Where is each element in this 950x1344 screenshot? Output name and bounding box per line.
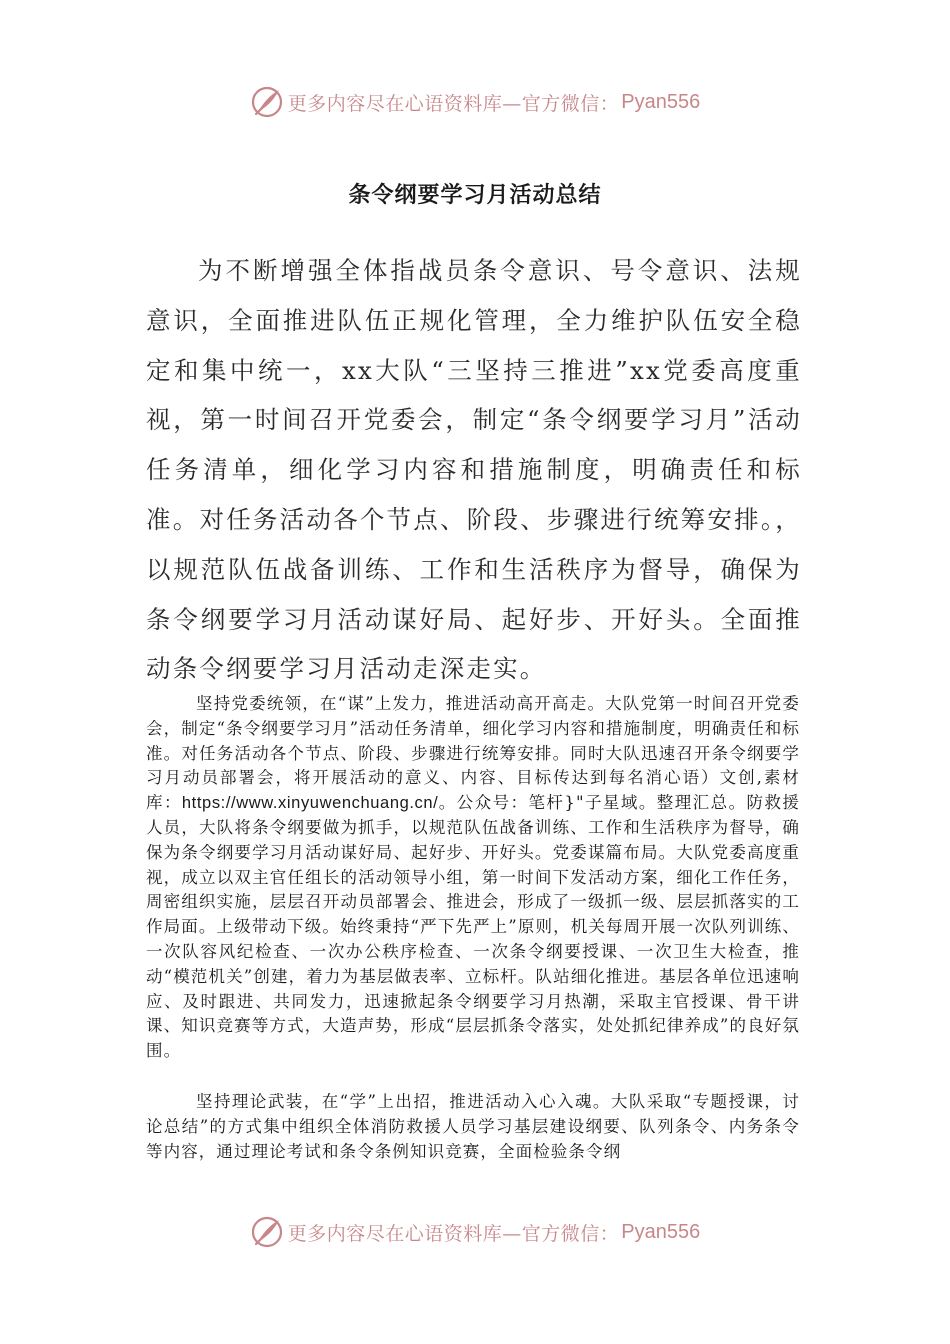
body-paragraph-1: [146, 692, 800, 1064]
quill-logo-icon: [250, 85, 284, 119]
paragraph-1-text-b: 。公众号：笔杆}"子星域。整理汇总。防救援人员，大队将条令纲要做为抓手，以规范队伍战备训练、工作和生活秩序为督导，确保为条令纲要学习月活动谋好局、起好步、开好头。党委谋篇布局。大队党委高度重视，成立以双主官任组长的活动领导小组，第一时间下发活动方案，细化工作任务，周密组织实施，层层召开动员部署会、推进会，形成了一级抓一级、层层抓落实的工作局面。上级带动下级。始终秉持“严下先严上”原则，机关每周开展一次队列训练、一次队容风纪检查、一次办公秩序检查、一次条令纲要授课、一次卫生大检查，推动“模范机关”创建，着力为基层做表率、立标杆。队站细化推进。基层各单位迅速响应、及时跟进、共同发力，迅速掀起条令纲要学习月热潮，采取主官授课、骨干讲课、知识竞赛等方式，大造声势，形成“层层抓条令落实，处处抓纪律养成”的良好氛围。: [146, 793, 801, 1061]
watermark-text: 更多内容尽在心语资料库—官方微信：: [287, 92, 620, 115]
watermark-wechat-id: Pyan556: [621, 90, 701, 113]
lead-paragraph: 为不断增强全体指战员条令意识、号令意识、法规意识，全面推进队伍正规化管理，全力维护队伍安全稳定和集中统一，xx大队“三坚持三推进”xx党委高度重视，第一时间召开党委会，制定“条令纲要学习月”活动任务清单，细化学习内容和措施制度，明确责任和标准。对任务活动各个节点、阶段、步骤进行统筹安排。，以规范队伍战备训练、工作和生活秩序为督导，确保为条令纲要学习月活动谋好局、起好步、开好头。全面推动条令纲要学习月活动走深走实。: [146, 256, 802, 684]
quill-logo-icon: [250, 1215, 284, 1249]
paragraph-1-text-a: 坚持党委统领，在“谋”上发力，推进活动高开高走。大队党第一时间召开党委会，制定“条令纲要学习月”活动任务清单，细化学习内容和措施制度，明确责任和标准。对任务活动各个节点、阶段、步骤进行统筹安排。同时大队迅速召开条令纲要学习月动员部署会，将开展活动的意义、内容、目标传达到每名消心语）文创,素材库：: [146, 694, 800, 813]
document-title: 条令纲要学习月活动总结: [348, 182, 602, 208]
header-watermark: [0, 82, 950, 122]
source-url-text: https://www.xinyuwenchuang.cn/: [181, 794, 439, 813]
watermark-wechat-id: Pyan556: [621, 1220, 701, 1243]
footer-watermark: [0, 1212, 950, 1252]
watermark-text: 更多内容尽在心语资料库—官方微信：: [287, 1222, 620, 1245]
body-paragraph-2: 坚持理论武装，在“学”上出招，推进活动入心入魂。大队采取“专题授课，讨论总结”的方式集中组织全体消防救援人员学习基层建设纲要、队列条令、内务条令等内容，通过理论考试和条令条例知识竞赛，全面检验条令纲: [146, 1092, 800, 1161]
